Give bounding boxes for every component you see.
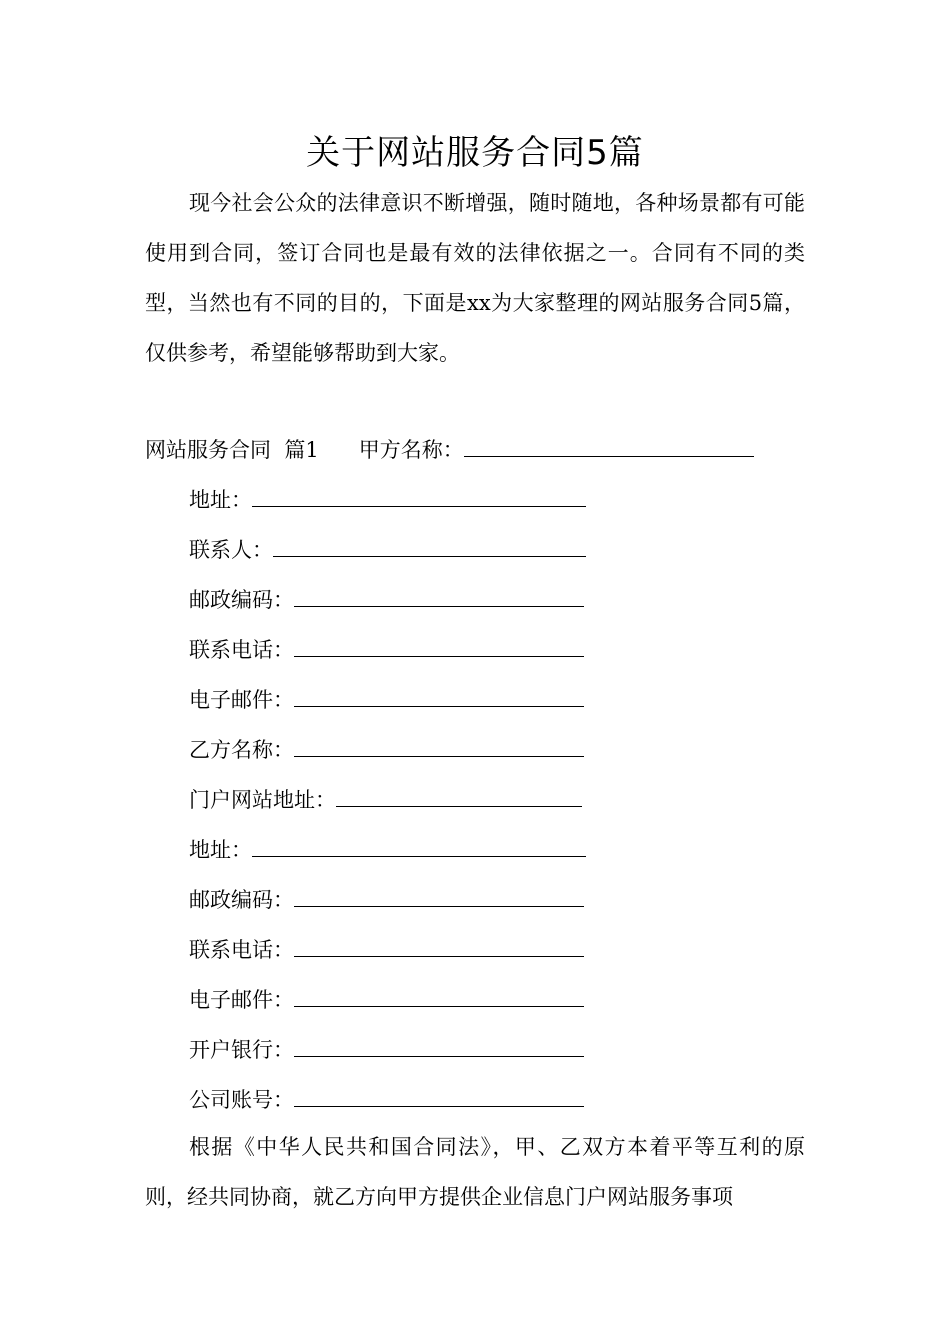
section-heading: 网站服务合同 篇1 bbox=[145, 438, 319, 462]
field-email-a bbox=[189, 680, 586, 730]
field-blank bbox=[336, 780, 582, 807]
field-label: 公司账号： bbox=[189, 1088, 294, 1112]
field-party-b-name bbox=[189, 730, 586, 780]
field-contact-a bbox=[189, 530, 586, 580]
field-blank bbox=[294, 580, 584, 607]
field-label: 电子邮件： bbox=[189, 688, 294, 712]
field-blank bbox=[294, 680, 584, 707]
field-blank bbox=[294, 930, 584, 957]
field-phone-a bbox=[189, 630, 586, 680]
field-blank bbox=[294, 980, 584, 1007]
field-address-b bbox=[189, 830, 586, 880]
field-label: 电子邮件： bbox=[189, 988, 294, 1012]
field-label: 地址： bbox=[189, 488, 252, 512]
field-label: 联系电话： bbox=[189, 638, 294, 662]
field-blank bbox=[252, 830, 586, 857]
field-portal-address bbox=[189, 780, 586, 830]
field-blank bbox=[294, 730, 584, 757]
field-blank bbox=[294, 880, 584, 907]
party-a-name-label: 甲方名称： bbox=[358, 438, 464, 462]
field-label: 联系电话： bbox=[189, 938, 294, 962]
field-label: 邮政编码： bbox=[189, 888, 294, 912]
field-blank bbox=[294, 1080, 584, 1107]
intro-paragraph: 现今社会公众的法律意识不断增强，随时随地，各种场景都有可能使用到合同，签订合同也是最有效的法律依据之一。合同有不同的类型，当然也有不同的目的，下面是xx为大家整理的网站服务合同5篇，仅供参考，希望能够帮助到大家。 bbox=[145, 191, 805, 365]
field-postcode-a bbox=[189, 580, 586, 630]
field-postcode-b bbox=[189, 880, 586, 930]
section-heading-line bbox=[145, 430, 754, 470]
field-address-a bbox=[189, 480, 586, 530]
field-blank bbox=[294, 630, 584, 657]
field-blank bbox=[294, 1030, 584, 1057]
field-blank bbox=[252, 480, 586, 507]
contract-fields bbox=[189, 480, 586, 1130]
field-label: 邮政编码： bbox=[189, 588, 294, 612]
closing-paragraph: 根据《中华人民共和国合同法》，甲、乙双方本着平等互利的原则，经共同协商，就乙方向甲方提供企业信息门户网站服务事项 bbox=[145, 1135, 805, 1209]
field-label: 开户银行： bbox=[189, 1038, 294, 1062]
party-a-name-blank bbox=[464, 430, 754, 457]
field-bank bbox=[189, 1030, 586, 1080]
field-email-b bbox=[189, 980, 586, 1030]
field-label: 乙方名称： bbox=[189, 738, 294, 762]
field-label: 联系人： bbox=[189, 538, 273, 562]
field-label: 地址： bbox=[189, 838, 252, 862]
field-phone-b bbox=[189, 930, 586, 980]
field-blank bbox=[273, 530, 586, 557]
field-label: 门户网站地址： bbox=[189, 788, 336, 812]
document-title: 关于网站服务合同5篇 bbox=[306, 133, 644, 173]
